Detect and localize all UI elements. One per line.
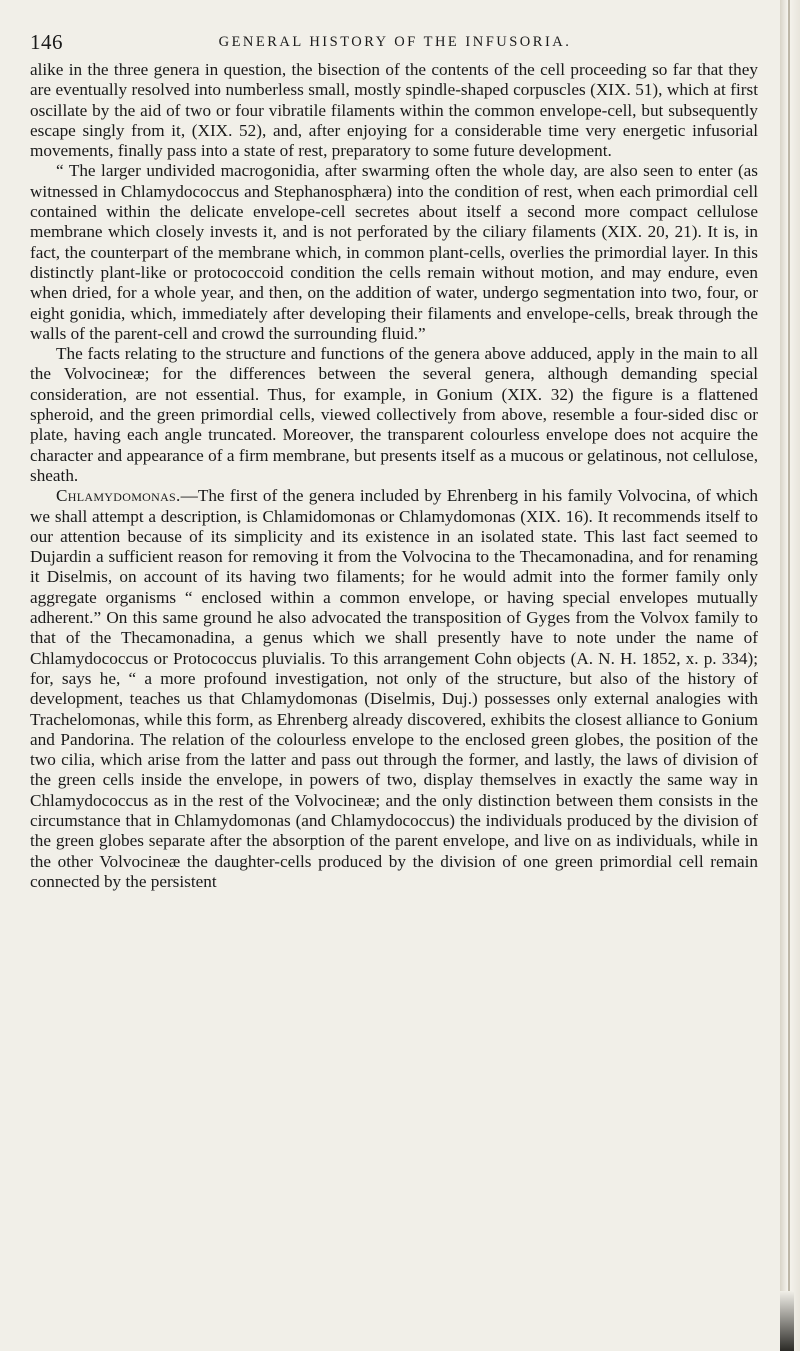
page-header — [30, 30, 760, 54]
paragraph-1: alike in the three genera in question, the bisection of the contents of the cell proceeding so far that they are eventually resolved into numberless small, mostly spindle-shaped corpuscles (XIX. 51), which at first oscillate by the aid of two or four vibratile filaments within the common envelope-cell, but subsequently escape singly from it, (XIX. 52), and, after enjoying for a considerable time very energetic infusorial movements, finally pass into a state of rest, preparatory to some future development. — [30, 60, 758, 161]
paragraph-4 — [30, 486, 758, 892]
page-number: 146 — [30, 30, 63, 54]
paragraph-2: “ The larger undivided macrogonidia, after swarming often the whole day, are also seen to enter (as witnessed in Chlamydococcus and Stephanosphæra) into the condition of rest, when each primordial cell contained within the delicate envelope-cell secretes about itself a second more compact cellulose membrane which closely invests it, and is not perforated by the ciliary filaments (XIX. 20, 21). It is, in fact, the counterpart of the membrane which, in common plant-cells, overlies the primordial layer. In this distinctly plant-like or protococcoid condition the cells remain without motion, and may endure, even when dried, for a whole year, and then, on the addition of water, undergo segmentation into two, four, or eight gonidia, which, immediately after developing their filaments and envelope-cells, break through the walls of the parent-cell and crowd the surrounding fluid.” — [30, 161, 758, 343]
scan-shadow — [780, 1291, 794, 1351]
section-lead: Chlamydomonas. — [56, 486, 181, 506]
page-edge — [780, 0, 800, 1351]
paragraph-3: The facts relating to the structure and functions of the genera above adduced, apply in the main to all the Volvocineæ; for the differences between the several genera, although demanding special consideration, are not essential. Thus, for example, in Gonium (XIX. 32) the figure is a flattened spheroid, and the green primordial cells, viewed collectively from above, resemble a four-sided disc or plate, having each angle truncated. Moreover, the transparent colourless envelope does not acquire the character and appearance of a firm membrane, but presents itself as a mucous or gelatinous, not cellulose, sheath. — [30, 344, 758, 485]
page-edge-line — [788, 0, 790, 1351]
paragraph-4-text: —The first of the genera included by Ehrenberg in his family Volvocina, of which we shall attempt a description, is Chlamidomonas or Chlamydomonas (XIX. 16). It recommends itself to our attention because of its simplicity and its existence in an isolated state. This last fact seemed to Dujardin a sufficient reason for removing it from the Volvocina to the Thecamonadina, and for renaming it Diselmis, on account of its having two filaments; for he would admit into the former family only aggregate organisms “ enclosed within a common envelope, or having special envelopes mutually adherent.” On this same ground he also advocated the transposition of Gyges from the Volvox family to that of the Thecamonadina, a genus which we shall presently have to note under the name of Chlamydococcus or Protococcus pluvialis. To this arrangement Cohn objects (A. N. H. 1852, x. p. 334); for, says he, “ a more profound investigation, not only of the structure, but also of the history of development, teaches us that Chlamydomonas (Diselmis, Duj.) possesses only external analogies with Trachelomonas, while this form, as Ehrenberg already discovered, exhibits the closest alliance to Gonium and Pandorina. The relation of the colourless envelope to the enclosed green globes, the position of the two cilia, which arise from the latter and pass out through the former, and lastly, the laws of division of the green cells inside the envelope, in powers of two, display themselves in exactly the same way in Chlamydococcus as in the rest of the Volvocineæ; and the only distinction between them consists in the circumstance that in Chlamydomonas (and Chlamydococcus) the individuals produced by the division of the green globes separate after the absorption of the parent envelope, and live on as individuals, while in the other Volvocineæ the daughter-cells produced by the division of one green primordial cell remain connected by the persistent — [30, 486, 758, 891]
running-head: GENERAL HISTORY OF THE INFUSORIA. — [218, 34, 572, 50]
body-text — [30, 60, 758, 892]
